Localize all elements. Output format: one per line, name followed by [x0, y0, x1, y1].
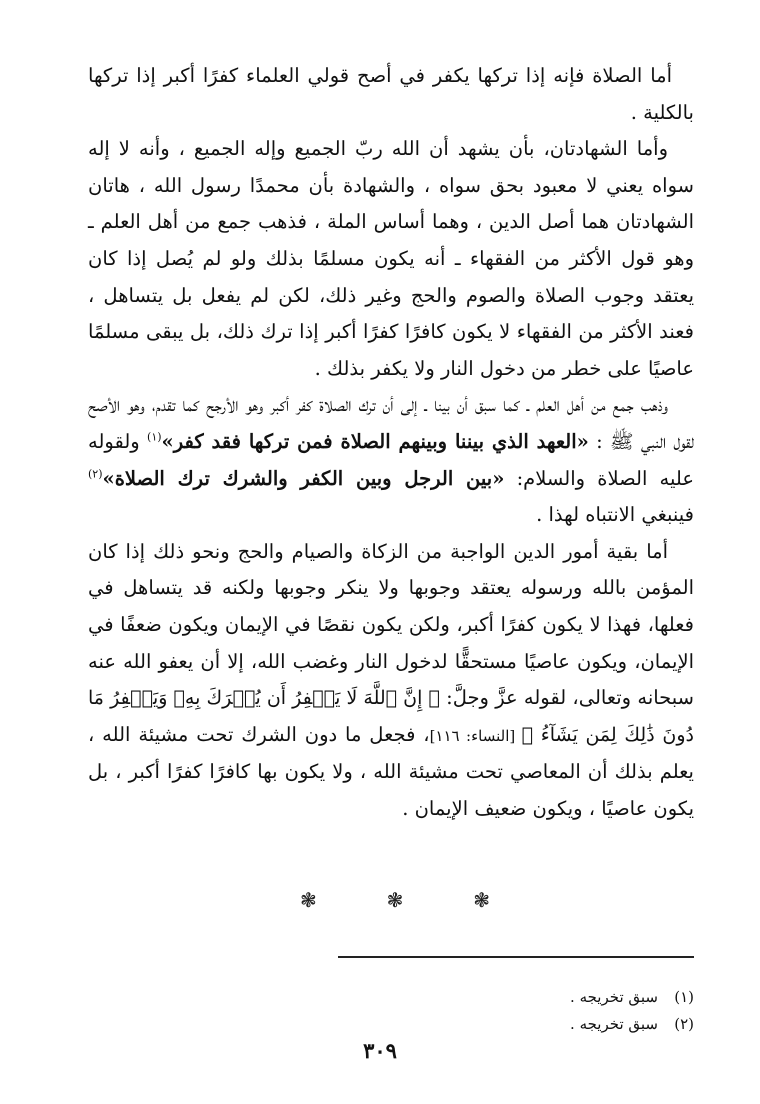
footnote-divider	[338, 956, 694, 958]
paragraph-prayer	[88, 58, 694, 131]
footnote-marker: (٢)	[88, 467, 103, 481]
footnote-item	[338, 1011, 694, 1038]
asterism-icon: ❃	[300, 888, 317, 912]
paragraph-text: ، فجعل ما دون الشرك تحت مشيئة الله ، يعلم بذلك أن المعاصي تحت مشيئة الله ، ولا يكون بها كافرًا كفرًا أكبر ، بل يكون عاصيًا ، ويكون ضعيف الإيمان .	[88, 722, 694, 820]
hadith-quote: «العهد الذي بيننا وبينهم الصلاة فمن تركها فقد كفر»	[161, 429, 589, 453]
paragraph-shahadatan	[88, 131, 694, 387]
footnote-number: (١)	[674, 988, 694, 1006]
footnote-number: (٢)	[674, 1015, 694, 1033]
page-number: ٣٠٩	[363, 1038, 397, 1063]
paragraph-text: فينبغي الانتباه لهذا .	[536, 503, 694, 527]
asterism-icon: ❃	[473, 888, 490, 912]
hadith-quote: «بين الرجل وبين الكفر والشرك ترك الصلاة»	[102, 466, 505, 490]
paragraph-text: أما الصلاة فإنه إذا تركها يكفر في أصح قولي العلماء كفرًا أكبر إذا تركها بالكلية .	[88, 64, 694, 124]
quran-verse: ﴿ إِنَّ ٱللَّهَ لَا يَغۡفِرُ أَن يُشۡرَكَ بِهِۦ وَيَغۡفِرُ مَا دُونَ ذَٰلِكَ لِمَن يَشَآءُ ﴾	[88, 687, 694, 746]
paragraph-text: ولقوله عليه الصلاة والسلام:	[88, 429, 694, 490]
paragraph-text: وذهب جمع من أهل العلم ـ كما سبق أن بينا ـ إلى أن ترك الصلاة كفر أكبر وهو الأرجح كما تقدم، وهو الأصح لقول النبي ﷺ :	[88, 393, 695, 453]
paragraph-text: أما بقية أمور الدين الواجبة من الزكاة والصيام والحج ونحو ذلك إذا كان المؤمن بالله ورسوله يعتقد وجوبها ولا ينكر وجوبها ولكنه قد يتساهل في فعلها، فهذا لا يكون كفرًا أكبر، ولكن يكون نقصًا في الإيمان ويكون ضعفًا في الإيمان، ويكون عاصيًا مستحقًّا لدخول النار وغضب الله، إلا أن يعفو الله عنه سبحانه وتعالى، لقوله عزَّ وجلَّ:	[88, 539, 694, 710]
footnote-text: سبق تخريجه .	[570, 988, 658, 1006]
paragraph-text: وأما الشهادتان، بأن يشهد أن الله ربّ الجميع وإله الجميع ، وأنه لا إله سواه يعني لا معبود بحق سواه ، والشهادة بأن محمدًا رسول الله ، هاتان الشهادتان هما أصل الدين ، وهما أساس الملة ، فذهب جمع من أهل العلم ـ وهو قول الأكثر من الفقهاء ـ أنه يكون مسلمًا بذلك ولو لم يُصل إذا كان يعتقد وجوب الصلاة والصوم والحج وغير ذلك، لكن لم يفعل بل يتساهل ، فعند الأكثر من الفقهاء لا يكون كافرًا كفرًا أكبر إذا ترك ذلك، بل يبقى مسلمًا عاصيًا على خطر من دخول النار ولا يكفر بذلك .	[88, 137, 694, 380]
paragraph-hadith	[88, 387, 694, 533]
paragraph-other-duties	[88, 534, 694, 828]
footnote-marker: (١)	[147, 430, 162, 444]
footnote-text: سبق تخريجه .	[570, 1015, 658, 1033]
asterism-icon: ❃	[386, 888, 404, 912]
footnotes	[338, 984, 694, 1038]
footnote-item	[338, 984, 694, 1011]
verse-reference: [النساء: ١١٦]	[429, 726, 522, 745]
section-separator	[300, 888, 490, 912]
main-text	[88, 58, 694, 827]
